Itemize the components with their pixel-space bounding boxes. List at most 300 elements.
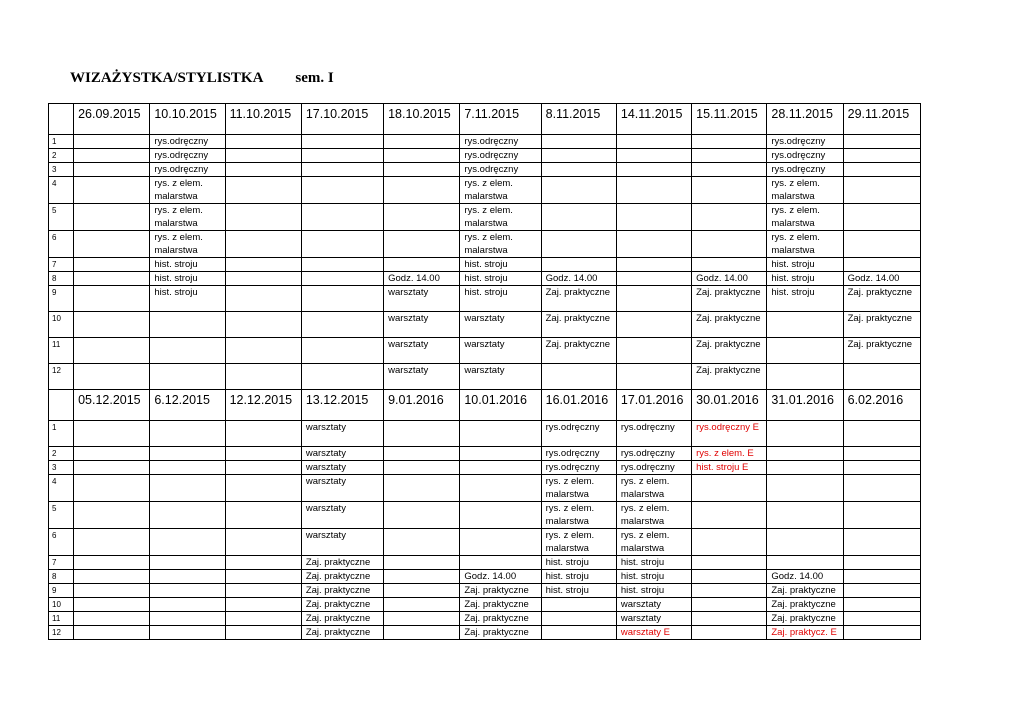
class-cell [150, 626, 225, 640]
class-cell [843, 461, 920, 475]
class-cell [541, 135, 616, 149]
class-cell [225, 556, 301, 570]
hour-number: 1 [49, 135, 74, 149]
class-cell: warsztaty [384, 364, 460, 390]
table-row [49, 163, 921, 177]
class-cell: hist. stroju [616, 584, 691, 598]
date-header: 11.10.2015 [225, 104, 301, 135]
class-cell [384, 502, 460, 529]
class-cell [616, 204, 691, 231]
class-cell [692, 626, 767, 640]
hour-number: 11 [49, 612, 74, 626]
class-cell: Zaj. praktyczne [301, 612, 383, 626]
class-cell: rys. z elem. malarstwa [541, 475, 616, 502]
class-cell: rys.odręczny [150, 149, 225, 163]
class-cell: rys. z elem. malarstwa [767, 204, 843, 231]
class-cell [150, 421, 225, 447]
class-cell: warsztaty [301, 421, 383, 447]
class-cell: rys.odręczny [460, 149, 541, 163]
class-cell [843, 149, 920, 163]
class-cell [74, 598, 150, 612]
class-cell: Zaj. praktyczne [692, 338, 767, 364]
class-cell: hist. stroju [150, 272, 225, 286]
class-cell [150, 364, 225, 390]
class-cell [692, 149, 767, 163]
class-cell: Zaj. praktyczne [301, 584, 383, 598]
class-cell [384, 598, 460, 612]
class-cell [692, 598, 767, 612]
class-cell: rys.odręczny [460, 135, 541, 149]
hour-number: 9 [49, 584, 74, 598]
class-cell [460, 475, 541, 502]
class-cell [74, 502, 150, 529]
class-cell: rys. z elem. malarstwa [460, 231, 541, 258]
class-cell [384, 475, 460, 502]
table-row [49, 502, 921, 529]
class-cell [74, 612, 150, 626]
date-header: 8.11.2015 [541, 104, 616, 135]
class-cell [843, 529, 920, 556]
class-cell: warsztaty [460, 338, 541, 364]
class-cell [74, 461, 150, 475]
hour-number: 3 [49, 461, 74, 475]
class-cell [150, 584, 225, 598]
hour-number: 4 [49, 475, 74, 502]
class-cell [460, 447, 541, 461]
date-header: 17.10.2015 [301, 104, 383, 135]
class-cell [225, 177, 301, 204]
date-header: 30.01.2016 [692, 390, 767, 421]
class-cell [150, 570, 225, 584]
class-cell [225, 272, 301, 286]
class-cell [843, 204, 920, 231]
class-cell [74, 570, 150, 584]
class-cell [384, 461, 460, 475]
class-cell [225, 584, 301, 598]
class-cell [225, 149, 301, 163]
class-cell [150, 312, 225, 338]
class-cell [225, 502, 301, 529]
class-cell [692, 135, 767, 149]
class-cell [225, 612, 301, 626]
class-cell: rys. z elem. malarstwa [616, 529, 691, 556]
class-cell [301, 286, 383, 312]
class-cell [843, 556, 920, 570]
class-cell: Zaj. praktyczne [843, 338, 920, 364]
class-cell [692, 258, 767, 272]
class-cell [225, 312, 301, 338]
table-row [49, 461, 921, 475]
class-cell [384, 421, 460, 447]
class-cell [225, 598, 301, 612]
hour-number: 2 [49, 447, 74, 461]
class-cell [616, 364, 691, 390]
class-cell: rys. z elem. E [692, 447, 767, 461]
class-cell [74, 447, 150, 461]
class-cell: warsztaty [460, 312, 541, 338]
hour-number: 6 [49, 529, 74, 556]
class-cell: Zaj. praktyczne [692, 312, 767, 338]
class-cell [541, 612, 616, 626]
class-cell [541, 149, 616, 163]
class-cell [384, 626, 460, 640]
class-cell: Zaj. praktyczne [460, 584, 541, 598]
class-cell [843, 447, 920, 461]
class-cell [225, 258, 301, 272]
class-cell: hist. stroju E [692, 461, 767, 475]
class-cell [225, 135, 301, 149]
class-cell: warsztaty [301, 461, 383, 475]
class-cell: rys.odręczny [150, 163, 225, 177]
class-cell: Zaj. praktyczne [460, 626, 541, 640]
class-cell [301, 364, 383, 390]
class-cell [616, 272, 691, 286]
class-cell: Zaj. praktyczne [301, 626, 383, 640]
class-cell: rys. z elem. malarstwa [616, 475, 691, 502]
class-cell [74, 204, 150, 231]
class-cell [767, 475, 843, 502]
hour-number: 10 [49, 312, 74, 338]
class-cell [301, 149, 383, 163]
class-cell [692, 529, 767, 556]
class-cell [692, 475, 767, 502]
class-cell: Godz. 14.00 [767, 570, 843, 584]
class-cell: rys. z elem. malarstwa [541, 502, 616, 529]
class-cell [225, 231, 301, 258]
class-cell: hist. stroju [541, 570, 616, 584]
hour-number: 8 [49, 570, 74, 584]
class-cell [692, 612, 767, 626]
class-cell: hist. stroju [150, 286, 225, 312]
class-cell [150, 447, 225, 461]
class-cell [616, 177, 691, 204]
class-cell: Zaj. praktyczne [767, 584, 843, 598]
class-cell [301, 163, 383, 177]
class-cell [843, 231, 920, 258]
date-header: 10.10.2015 [150, 104, 225, 135]
class-cell [692, 570, 767, 584]
class-cell [767, 556, 843, 570]
class-cell: rys.odręczny [616, 461, 691, 475]
class-cell: warsztaty [301, 475, 383, 502]
class-cell [541, 258, 616, 272]
hour-number: 9 [49, 286, 74, 312]
hour-number: 11 [49, 338, 74, 364]
class-cell [460, 502, 541, 529]
hour-number: 1 [49, 421, 74, 447]
class-cell: Zaj. praktyczne [301, 556, 383, 570]
date-header: 31.01.2016 [767, 390, 843, 421]
schedule-body [49, 104, 921, 640]
class-cell [692, 502, 767, 529]
class-cell: rys. z elem. malarstwa [150, 204, 225, 231]
table-row [49, 584, 921, 598]
class-cell: Godz. 14.00 [843, 272, 920, 286]
class-cell [384, 149, 460, 163]
class-cell: warsztaty [384, 338, 460, 364]
table-row [49, 570, 921, 584]
class-cell [541, 177, 616, 204]
class-cell [150, 461, 225, 475]
class-cell [692, 231, 767, 258]
class-cell: Zaj. praktycz. E [767, 626, 843, 640]
class-cell [74, 149, 150, 163]
class-cell [692, 204, 767, 231]
class-cell [74, 258, 150, 272]
class-cell [767, 338, 843, 364]
class-cell [74, 421, 150, 447]
class-cell [541, 626, 616, 640]
hour-number: 7 [49, 556, 74, 570]
class-cell [692, 163, 767, 177]
class-cell [460, 529, 541, 556]
hour-number: 7 [49, 258, 74, 272]
class-cell [767, 312, 843, 338]
class-cell: rys.odręczny E [692, 421, 767, 447]
class-cell: Zaj. praktyczne [460, 612, 541, 626]
class-cell [74, 364, 150, 390]
class-cell [692, 556, 767, 570]
class-cell: Godz. 14.00 [384, 272, 460, 286]
hour-number: 10 [49, 598, 74, 612]
course-name: WIZAŻYSTKA/STYLISTKA [70, 70, 264, 86]
class-cell [301, 258, 383, 272]
class-cell [843, 364, 920, 390]
class-cell: rys. z elem. malarstwa [767, 177, 843, 204]
date-header: 14.11.2015 [616, 104, 691, 135]
class-cell [384, 258, 460, 272]
class-cell [767, 421, 843, 447]
hour-number: 12 [49, 626, 74, 640]
document-title [70, 70, 334, 87]
class-cell [74, 338, 150, 364]
class-cell: rys. z elem. malarstwa [616, 502, 691, 529]
class-cell [150, 529, 225, 556]
class-cell [616, 338, 691, 364]
class-cell: warsztaty [384, 312, 460, 338]
class-cell: hist. stroju [767, 258, 843, 272]
class-cell [150, 556, 225, 570]
class-cell: Zaj. praktyczne [692, 286, 767, 312]
date-header: 18.10.2015 [384, 104, 460, 135]
class-cell [460, 461, 541, 475]
class-cell [384, 570, 460, 584]
table-row [49, 149, 921, 163]
class-cell: warsztaty [460, 364, 541, 390]
table-row [49, 338, 921, 364]
class-cell [541, 364, 616, 390]
date-header-row [49, 104, 921, 135]
class-cell [384, 231, 460, 258]
class-cell: rys.odręczny [460, 163, 541, 177]
class-cell [225, 475, 301, 502]
class-cell [616, 149, 691, 163]
hour-number: 2 [49, 149, 74, 163]
class-cell: rys.odręczny [150, 135, 225, 149]
date-header: 12.12.2015 [225, 390, 301, 421]
class-cell [843, 135, 920, 149]
class-cell [384, 529, 460, 556]
class-cell [616, 286, 691, 312]
class-cell [384, 612, 460, 626]
class-cell: Godz. 14.00 [460, 570, 541, 584]
class-cell: rys. z elem. malarstwa [541, 529, 616, 556]
class-cell [616, 231, 691, 258]
class-cell [843, 258, 920, 272]
class-cell: rys.odręczny [541, 421, 616, 447]
date-header-row [49, 390, 921, 421]
class-cell [767, 447, 843, 461]
class-cell: warsztaty [616, 598, 691, 612]
class-cell: Zaj. praktyczne [767, 598, 843, 612]
hour-number: 12 [49, 364, 74, 390]
class-cell: Zaj. praktyczne [767, 612, 843, 626]
class-cell: Godz. 14.00 [692, 272, 767, 286]
table-row [49, 286, 921, 312]
class-cell: Godz. 14.00 [541, 272, 616, 286]
class-cell [225, 338, 301, 364]
class-cell [301, 231, 383, 258]
class-cell: Zaj. praktyczne [541, 338, 616, 364]
table-row [49, 177, 921, 204]
class-cell [541, 204, 616, 231]
class-cell: hist. stroju [460, 286, 541, 312]
class-cell: hist. stroju [616, 556, 691, 570]
class-cell: warsztaty [301, 502, 383, 529]
class-cell: rys.odręczny [616, 421, 691, 447]
table-row [49, 421, 921, 447]
class-cell [225, 421, 301, 447]
class-cell: hist. stroju [541, 556, 616, 570]
class-cell: hist. stroju [150, 258, 225, 272]
hour-number: 5 [49, 204, 74, 231]
class-cell [767, 461, 843, 475]
class-cell: rys. z elem. malarstwa [460, 204, 541, 231]
class-cell [74, 475, 150, 502]
date-header: 9.01.2016 [384, 390, 460, 421]
class-cell [843, 421, 920, 447]
class-cell [225, 461, 301, 475]
class-cell [843, 584, 920, 598]
hour-number: 6 [49, 231, 74, 258]
table-row [49, 447, 921, 461]
hour-number: 8 [49, 272, 74, 286]
class-cell [843, 163, 920, 177]
class-cell [301, 338, 383, 364]
date-header: 13.12.2015 [301, 390, 383, 421]
class-cell [843, 502, 920, 529]
class-cell [74, 626, 150, 640]
class-cell [301, 177, 383, 204]
class-cell [843, 177, 920, 204]
class-cell [74, 231, 150, 258]
class-cell [616, 163, 691, 177]
class-cell: hist. stroju [541, 584, 616, 598]
class-cell [74, 163, 150, 177]
table-row [49, 556, 921, 570]
class-cell: hist. stroju [460, 272, 541, 286]
class-cell [616, 258, 691, 272]
class-cell [74, 529, 150, 556]
date-header: 6.02.2016 [843, 390, 920, 421]
class-cell [616, 135, 691, 149]
class-cell [225, 447, 301, 461]
class-cell [301, 135, 383, 149]
class-cell [150, 475, 225, 502]
table-row [49, 626, 921, 640]
class-cell: Zaj. praktyczne [301, 598, 383, 612]
class-cell [225, 529, 301, 556]
class-cell [225, 626, 301, 640]
class-cell: rys. z elem. malarstwa [767, 231, 843, 258]
date-header: 16.01.2016 [541, 390, 616, 421]
class-cell: rys. z elem. malarstwa [460, 177, 541, 204]
class-cell [74, 286, 150, 312]
class-cell [384, 584, 460, 598]
class-cell: warsztaty [384, 286, 460, 312]
class-cell [843, 570, 920, 584]
class-cell: Zaj. praktyczne [541, 286, 616, 312]
date-header: 29.11.2015 [843, 104, 920, 135]
class-cell [843, 598, 920, 612]
class-cell [616, 312, 691, 338]
class-cell [460, 421, 541, 447]
table-row [49, 598, 921, 612]
hour-number: 5 [49, 502, 74, 529]
date-header: 28.11.2015 [767, 104, 843, 135]
class-cell [225, 570, 301, 584]
class-cell [460, 556, 541, 570]
class-cell: Zaj. praktyczne [460, 598, 541, 612]
class-cell [767, 364, 843, 390]
class-cell [301, 272, 383, 286]
class-cell: hist. stroju [460, 258, 541, 272]
class-cell: rys.odręczny [616, 447, 691, 461]
class-cell: rys.odręczny [541, 461, 616, 475]
class-cell [384, 135, 460, 149]
table-row [49, 258, 921, 272]
class-cell: Zaj. praktyczne [541, 312, 616, 338]
table-row [49, 135, 921, 149]
class-cell [225, 163, 301, 177]
class-cell [301, 312, 383, 338]
class-cell [692, 177, 767, 204]
table-row [49, 364, 921, 390]
class-cell [843, 475, 920, 502]
class-cell [384, 204, 460, 231]
corner-cell [49, 390, 74, 421]
table-row [49, 475, 921, 502]
date-header: 26.09.2015 [74, 104, 150, 135]
class-cell: hist. stroju [767, 272, 843, 286]
class-cell [74, 177, 150, 204]
class-cell [74, 556, 150, 570]
corner-cell [49, 104, 74, 135]
class-cell: warsztaty E [616, 626, 691, 640]
class-cell [692, 584, 767, 598]
semester-label: sem. I [295, 70, 334, 86]
class-cell: hist. stroju [767, 286, 843, 312]
class-cell [150, 338, 225, 364]
class-cell: Zaj. praktyczne [301, 570, 383, 584]
class-cell [541, 598, 616, 612]
class-cell [225, 364, 301, 390]
class-cell [301, 204, 383, 231]
class-cell [767, 502, 843, 529]
class-cell: warsztaty [301, 529, 383, 556]
class-cell: warsztaty [301, 447, 383, 461]
class-cell: rys. z elem. malarstwa [150, 177, 225, 204]
